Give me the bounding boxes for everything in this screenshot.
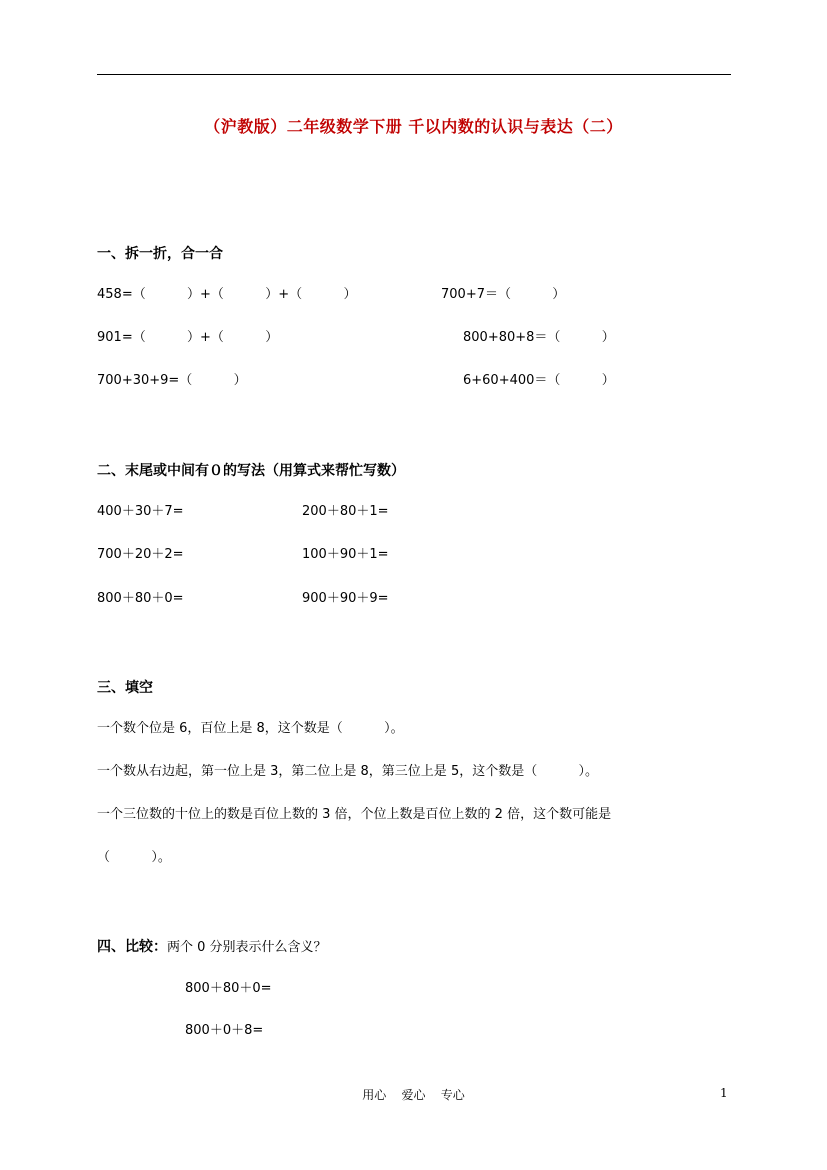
exercise-item: 6+60+400＝（ ）	[463, 373, 615, 388]
exercise-item: 400＋30＋7=	[97, 504, 184, 519]
page-title: （沪教版）二年级数学下册 千以内数的认识与表达（二）	[204, 117, 623, 136]
header-rule	[97, 74, 731, 75]
exercise-item: 800＋0＋8=	[185, 1023, 264, 1038]
page-number: 1	[720, 1086, 728, 1100]
section-3-heading: 三、填空	[97, 680, 153, 696]
exercise-item: 900＋90＋9=	[302, 591, 389, 606]
exercise-item: 700+30+9=（ ）	[97, 373, 247, 388]
exercise-item: 700＋20＋2=	[97, 547, 184, 562]
exercise-item: 一个数个位是 6，百位上是 8，这个数是（ ）。	[97, 721, 404, 736]
exercise-item: （ ）。	[97, 850, 171, 865]
section-4-heading-label: 四、比较：	[97, 939, 167, 955]
section-2-heading: 二、末尾或中间有０的写法（用算式来帮忙写数）	[97, 463, 405, 479]
exercise-item: 一个三位数的十位上的数是百位上数的 3 倍，个位上数是百位上数的 2 倍，这个数可能是	[97, 807, 612, 822]
exercise-item: 100＋90＋1=	[302, 547, 389, 562]
exercise-item: 200＋80＋1=	[302, 504, 389, 519]
footer-text: 用心 爱心 专心	[362, 1088, 465, 1102]
exercise-item: 800＋80＋0=	[97, 591, 184, 606]
exercise-item: 一个数从右边起，第一位上是 3，第二位上是 8，第三位上是 5，这个数是（ ）。	[97, 764, 599, 779]
exercise-item: 800＋80＋0=	[185, 981, 272, 996]
section-4-heading	[97, 936, 327, 956]
exercise-item: 800+80+8＝（ ）	[463, 330, 615, 345]
exercise-item: 700+7＝（ ）	[441, 287, 566, 302]
section-4-heading-question: 两个 0 分别表示什么含义？	[167, 940, 327, 955]
section-1-heading: 一、拆一折，合一合	[97, 246, 223, 262]
exercise-item: 458=（ ）+（ ）+（ ）	[97, 287, 357, 302]
exercise-item: 901=（ ）+（ ）	[97, 330, 279, 345]
